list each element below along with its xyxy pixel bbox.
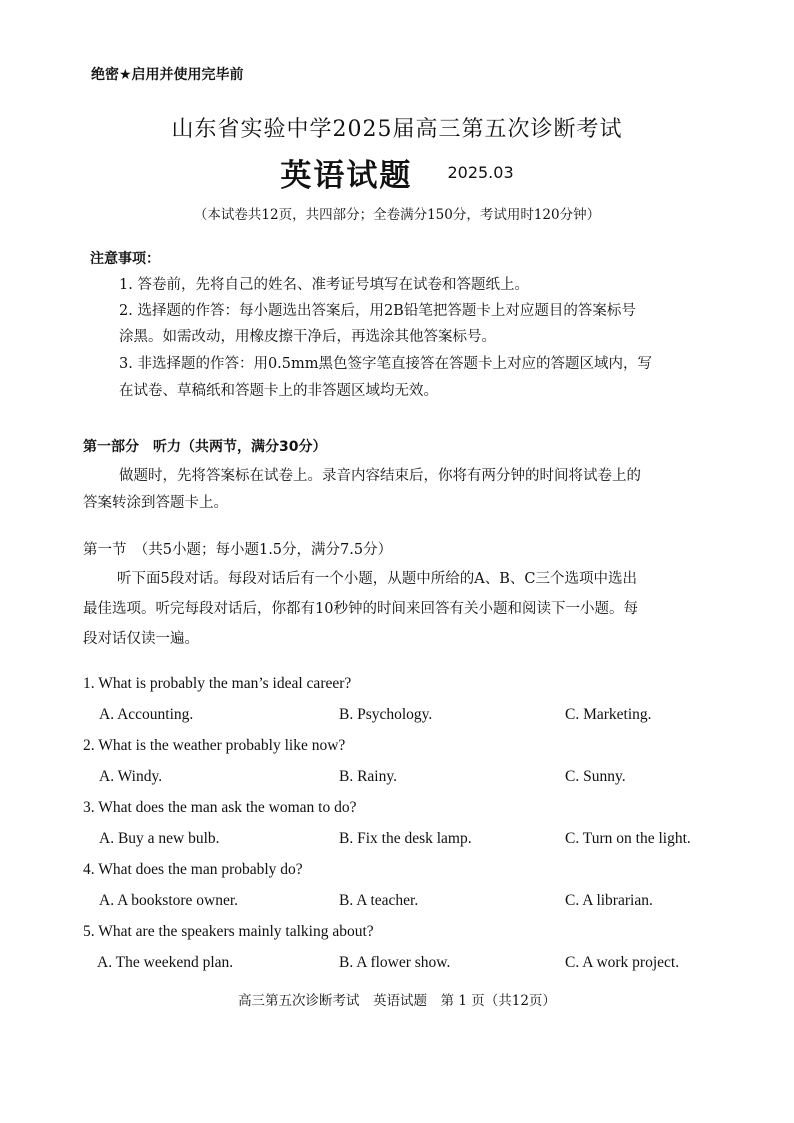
option-b: B. Psychology.	[339, 706, 433, 723]
question-stem: 2. What is the weather probably like now?	[83, 737, 346, 754]
option-a: A. The weekend plan.	[97, 954, 234, 971]
confidential-mark: 绝密★启用并使用完毕前	[91, 67, 244, 83]
note-line: 3. 非选择题的作答：用0.5mm黑色签字笔直接答在答题卡上对应的答题区域内，写	[119, 356, 652, 372]
question-stem: 5. What are the speakers mainly talking about?	[83, 923, 374, 940]
option-b: B. A teacher.	[339, 892, 419, 909]
page-footer: 高三第五次诊断考试 英语试题 第 1 页（共12页）	[238, 993, 556, 1009]
section1-line: 最佳选项。听完每段对话后，你都有10秒钟的时间来回答有关小题和阅读下一小题。每	[83, 601, 638, 617]
option-c: C. A librarian.	[565, 892, 653, 909]
option-a: A. Accounting.	[99, 706, 194, 723]
option-c: C. Turn on the light.	[565, 830, 691, 847]
option-c: C. Sunny.	[565, 768, 626, 785]
exam-school-line: 山东省实验中学2025届高三第五次诊断考试	[171, 117, 623, 142]
option-c: C. A work project.	[565, 954, 680, 971]
option-b: B. Fix the desk lamp.	[339, 830, 472, 847]
note-line: 2. 选择题的作答：每小题选出答案后，用2B铅笔把答题卡上对应题目的答案标号	[119, 303, 636, 319]
section1-title: 第一节 （共5小题；每小题1.5分，满分7.5分）	[83, 542, 393, 558]
question-stem: 4. What does the man probably do?	[83, 861, 303, 878]
notes-title: 注意事项：	[90, 251, 160, 267]
option-b: B. Rainy.	[339, 768, 397, 785]
option-a: A. Windy.	[99, 768, 163, 785]
note-line: 在试卷、草稿纸和答题卡上的非答题区域均无效。	[119, 383, 438, 399]
option-b: B. A flower show.	[339, 954, 451, 971]
section1-line: 听下面5段对话。每段对话后有一个小题，从题中所给的A、B、C三个选项中选出	[117, 571, 637, 587]
option-a: A. Buy a new bulb.	[99, 830, 220, 847]
part1-title: 第一部分 听力（共两节，满分30分）	[83, 439, 327, 455]
question-stem: 3. What does the man ask the woman to do?	[83, 799, 357, 816]
part1-intro-line: 答案转涂到答题卡上。	[83, 495, 228, 511]
title-row	[0, 150, 794, 195]
question-stem: 1. What is probably the man’s ideal career?	[83, 675, 352, 692]
page-title: 英语试题	[280, 158, 413, 194]
exam-date: 2025.03	[447, 163, 514, 182]
section1-line: 段对话仅读一遍。	[83, 631, 199, 647]
note-line: 1. 答卷前，先将自己的姓名、准考证号填写在试卷和答题纸上。	[119, 277, 529, 293]
option-c: C. Marketing.	[565, 706, 652, 723]
paper-info: （本试卷共12页，共四部分；全卷满分150分，考试用时120分钟）	[193, 207, 601, 223]
note-line: 涂黑。如需改动，用橡皮擦干净后，再选涂其他答案标号。	[119, 329, 496, 345]
part1-intro-line: 做题时，先将答案标在试卷上。录音内容结束后，你将有两分钟的时间将试卷上的	[119, 468, 641, 484]
option-a: A. A bookstore owner.	[99, 892, 239, 909]
